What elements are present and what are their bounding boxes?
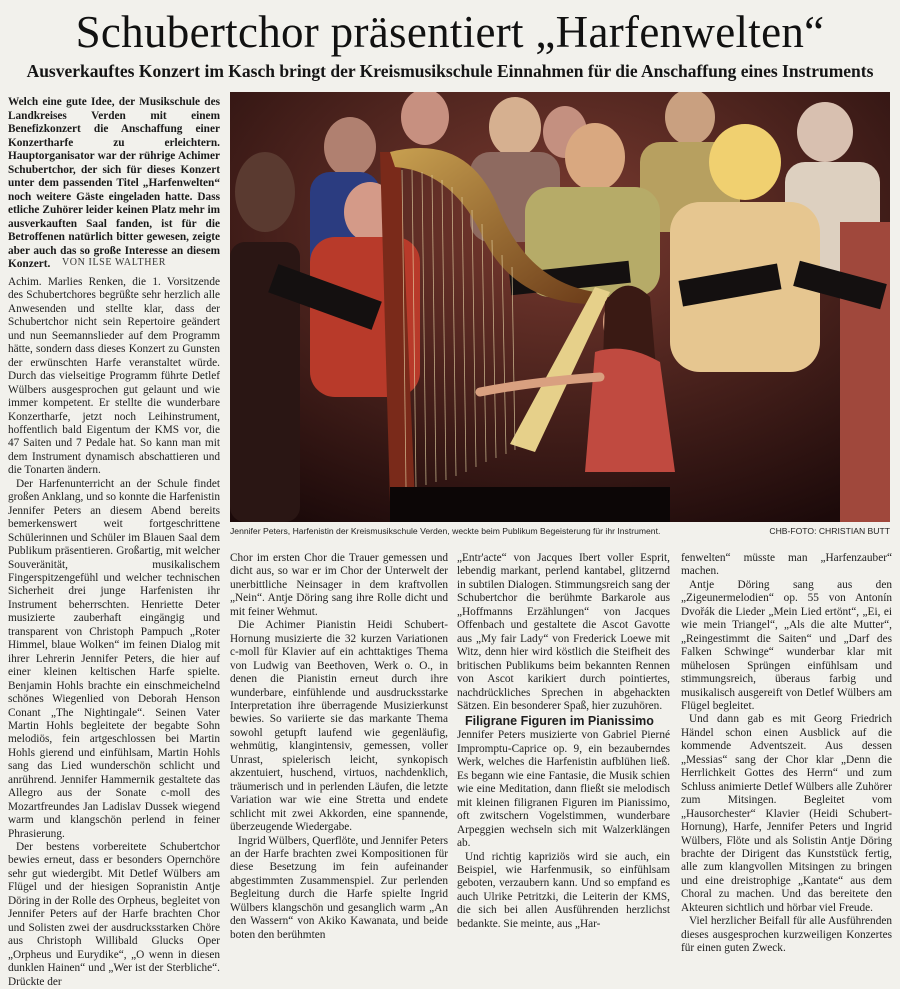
paragraph: Und dann gab es mit Georg Friedrich Händel schon einen Ausblick auf die kommende Adventszeit. Aus dessen „Messias“ sang der Chor klar „Denn die Herrlichkeit Gottes des Herrn“ und zum Schluss animierte Detlef Wülbers alle Zuhörer zum Mitsingen. Begleitet vom „Hausorchester“ Klavier (Heidi Schubert-Hornung), Harfe, Jennifer Peters und Ingrid Wülbers, Flöte und als Solistin Antje Döring brachte der Dirigent das Kunststück fertig, alle zum klangvollen Mitsingen zu bringen und eine dreistrophige „Kantate“ aus dem Choral zu machen. Und das bereitete den Akteuren sichtlich und hörbar viel Freude.: [681, 713, 892, 914]
paragraph: Antje Döring sang aus den „Zigeunermelodien“ op. 55 von Antonín Dvořák die Lieder „Mein Lied ertönt“, „Ei, ei wie mein Triangel“, „Als die alte Mutter“, „Reingestimmt die Saiten“ und „Darf des Falken Schwinge“ wunderbar klar mit mühelosen Sprüngen einfühlsam und stimmungsreich, überaus farbig und musikalisch ausgereift von Detlef Wülbers am Flügel begleitet.: [681, 578, 892, 712]
paragraph: Und richtig kapriziös wird sie auch, ein Beispiel, wie Harfenmusik, so einfühlsam geboten, verzaubern kann. Und so empfand es auch Ulrike Petritzki, die Leiterin der KMS, die sich bei allen Ausführenden herzlichst bedankte. Sie meinte, aus „Har-: [457, 850, 670, 930]
byline: VON ILSE WALTHER: [61, 257, 167, 268]
lead-paragraph: Welch eine gute Idee, der Musikschule des Landkreises Verden mit einem Benefizkonzert die Anschaffung einer Konzertharfe zu erleichtern. Hauptorganisator war der rührige Achimer Schubertchor, der sich für dieses Konzert unter dem passenden Titel „Harfenwelten“ noch weitere Gäste eingeladen hatte. Dass etliche Zuhörer leider keinen Platz mehr im ausverkauften Saal fanden, ist für die Betroffenen natürlich bitter gewesen, zeigte aber auch das so große Interesse an diesem Konzert.: [8, 96, 220, 270]
caption-text: Jennifer Peters, Harfenistin der Kreismusikschule Verden, weckte beim Publikum Begeisterung für ihr Instrument.: [230, 526, 661, 536]
article-column-4: [681, 552, 892, 956]
photo-credit: CHB-FOTO: CHRISTIAN BUTT: [769, 526, 890, 536]
headline: Schubertchor präsentiert „Harfenwelten“: [75, 7, 825, 57]
paragraph: Achim. Marlies Renken, die 1. Vorsitzende des Schubertchores begrüßte sehr herzlich alle Anwesenden und stellte klar, dass der Schubertchor nicht sein Repertoire geändert und nun Seemannslieder auf dem Programm hätte, sondern dass dieses Konzert zu Gunsten der erwünschten Harfe veranstaltet würde. Durch das vielseitige Programm führte Detlef Wülbers ausgesprochen gut gelaunt und wie immer kompetent. Er stellte die wunderbare Konzertharfe, jetzt noch Leihinstrument, hoffentlich bald Eigentum der KMS vor, die 47 Saiten und 7 Pedale hat. So kann man mit dem Instrument dynamisch abschattieren und die Tonarten ändern.: [8, 276, 220, 477]
paragraph: Ingrid Wülbers, Querflöte, und Jennifer Peters an der Harfe brachten zwei Kompositionen für diese Besetzung im fein aufeinander abgestimmten Zusammenspiel. Zur perlenden Begleitung durch die Harfe spielte Ingrid Wülbers klangschön und gesanglich warm „An den Wassern“ von Akiko Kawanata, und beide boten den berühmten: [230, 834, 448, 941]
photo-caption: [230, 526, 890, 536]
subheadline: Ausverkauftes Konzert im Kasch bringt der Kreismusikschule Einnahmen für die Anschaffung eines Instruments: [26, 61, 874, 81]
paragraph: Der Harfenunterricht an der Schule findet großen Anklang, und so konnte die Harfenistin Jennifer Peters an diesem Abend bereits bemerkenswert weit fortgeschrittene Schülerinnen und Schüler im Blauen Saal dem Publikum präsentieren. Großartig, mit welcher Souveränität, musikalischem Fingerspitzengefühl und welcher technischen Sicherheit drei junge Harfenisten ihr Instrument beherrschten. Henriette Deter musizierte zauberhaft eingängig und transparent von Christoph Pampuch „Roter Himmel, blaue Wolken“ im feinen Dialog mit ihrer Lehrerin Jennifer Peters, die hier auf einer kleinen keltischen Harfe spielte. Benjamin Hohls brachte ein einschmeichelnd schönes Wiegenlied von Deborah Henson Conant „The Nightingale“. Seinen Vater Martin Hohls begleitete der begabte Sohn melodiös, fein artgeschlossen bei Martin Hohls gierend und einfühlsam, Martin Hohls sang das Lied wunderschön schlicht und anrührend. Jennifer Hammernik gestaltete das Allegro aus der Sonate c-moll des Mozartfreundes Jan Ladislav Dussek wiegend warm und klangschön perlend in feiner Phrasierung.: [8, 477, 220, 840]
article-column-2: [230, 552, 448, 942]
paragraph: fenwelten“ müsste man „Harfenzauber“ machen.: [681, 552, 892, 578]
concert-photo: [230, 92, 890, 522]
paragraph: Der bestens vorbereitete Schubertchor bewies erneut, dass er besonders Opernchöre sehr gut wiedergibt. Mit Detlef Wülbers am Flügel und der hiesigen Sopranistin Antje Döring in der Rolle des Orpheus, begleitet von Jennifer Peters auf der Harfe brachten Chor und Solisten zwei der ausdrucksstarken Chöre aus Christoph Willibald Glucks Oper „Orpheus und Eurydike“, „O wenn in diesen dunklen Hainen“ und „Wer ist der Sterbliche“. Drückte der: [8, 841, 220, 988]
article-column-1: [8, 276, 220, 989]
paragraph: „Entr'acte“ von Jacques Ibert voller Esprit, lebendig markant, perlend kantabel, glitzernd in subtilen Dialogen. Stimmungsreich sang der Schubertchor die berühmte Barkarole aus „Hoffmanns Erzählungen“ von Jacques Offenbach und gestaltete die Ascot Gavotte aus „My fair Lady“ von Frederick Loewe mit Witz, denn hier wird köstlich die Steifheit des britischen Publikums beim bekannten Rennen von Ascot karikiert durch pointiertes, nachdrückliches Sprechen in abgehackten Sätzen. Ein besonderer Spaß, hier zuzuhören.: [457, 552, 670, 712]
paragraph: Die Achimer Pianistin Heidi Schubert-Hornung musizierte die 32 kurzen Variationen c-moll für Klavier auf ein achttaktiges Thema von Ludwig van Beethoven, Werk o. O., in denen die Pianistin erneut durch ihre wunderbare, einfühlende und ausdrucksstarke Interpretation ihre überragende Musizierkunst bewies. So variierte sie das markante Thema sowohl getupft laufend wie gegenläufig, wehmütig, klangintensiv, gemessen, voller Unrast, spielerisch leicht, synkopisch akzentuiert, huschend, virtuos, nachdenklich, träumerisch und in perlenden Läufen, die letzte Variation war wie eine Stretta und endete schlicht mit zwei Akkorden, eine spannende, überzeugende Wiedergabe.: [230, 619, 448, 834]
article-column-3: [457, 552, 670, 931]
harp-concert-image: [230, 92, 890, 522]
paragraph: Jennifer Peters musizierte von Gabriel Pierné Impromptu-Caprice op. 9, ein bezauberndes Werk, welches die Harfenistin aufblühen ließ. Es begann wie eine Fantasie, die Musik schien wie eine Meditation, dann fließt sie melodisch mit kleinen filigranen Figuren im Pianissimo, oft zwitschern Vogelstimmen, wunderbare Arpeggien wechseln sich mit Walzerklängen ab.: [457, 729, 670, 850]
paragraph: Viel herzlicher Beifall für alle Ausführenden dieses ausgesprochen kurzweiligen Konzertes für einen guten Zweck.: [681, 915, 892, 955]
paragraph: Chor im ersten Chor die Trauer gemessen und dicht aus, so war er im Chor der Unterwelt der unerbittliche Neinsager in dem kraftvollen „Nein“. Antje Döring sang ihre Rolle dicht und mit feiner Wehmut.: [230, 552, 448, 618]
section-subhead: Filigrane Figuren im Pianissimo: [465, 714, 654, 729]
